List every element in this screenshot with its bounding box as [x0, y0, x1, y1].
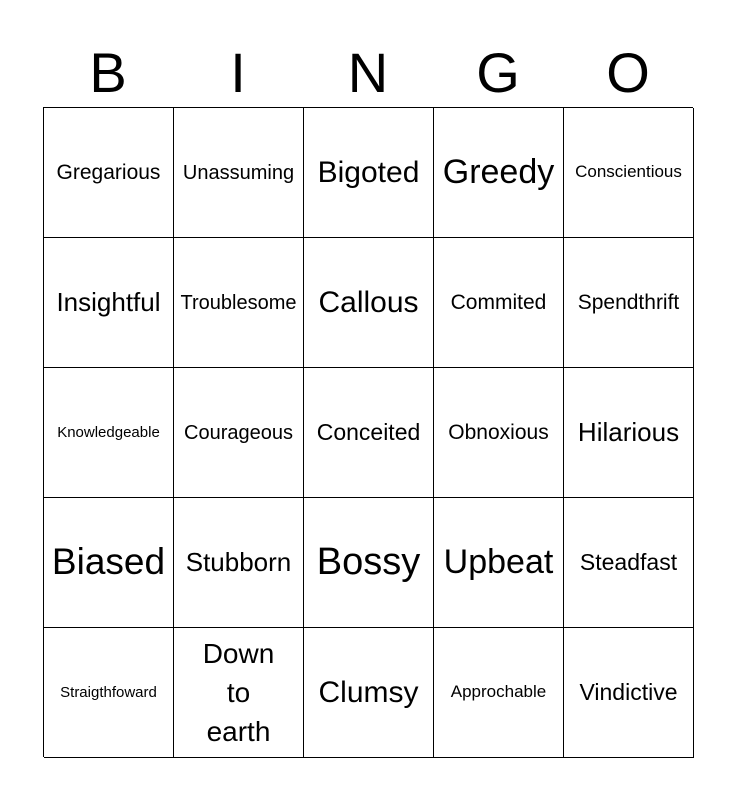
bingo-cell-label: Steadfast: [579, 548, 678, 575]
bingo-cell-label: Commited: [450, 290, 547, 314]
bingo-cell-label: Knowledgeable: [57, 423, 160, 441]
bingo-cell-label: Callous: [318, 285, 419, 319]
bingo-cell[interactable]: [564, 368, 694, 498]
bingo-cell[interactable]: [44, 498, 174, 628]
bingo-cell-label: Conscientious: [575, 162, 682, 182]
bingo-header: [43, 40, 693, 106]
bingo-cell-label: Spendthrift: [577, 290, 680, 314]
bingo-cell-label: Vindictive: [579, 678, 678, 705]
bingo-cell[interactable]: [174, 628, 304, 758]
bingo-cell[interactable]: [564, 238, 694, 368]
header-letter-g: G: [476, 41, 520, 104]
bingo-cell[interactable]: [174, 498, 304, 628]
bingo-cell-label: Stubborn: [185, 546, 292, 577]
bingo-cell[interactable]: [564, 108, 694, 238]
bingo-cell-label: Insightful: [56, 286, 161, 317]
bingo-cell[interactable]: [304, 628, 434, 758]
bingo-cell[interactable]: [304, 368, 434, 498]
header-letter-i: I: [230, 41, 246, 104]
header-letter-o: O: [606, 41, 650, 104]
header-letter-b: B: [89, 41, 127, 104]
bingo-cell-label: Hilarious: [577, 416, 680, 447]
bingo-cell[interactable]: [434, 368, 564, 498]
bingo-cell[interactable]: [564, 628, 694, 758]
bingo-cell[interactable]: [174, 238, 304, 368]
bingo-cell-label: Greedy: [442, 153, 555, 192]
bingo-cell-label: Courageous: [184, 421, 293, 444]
bingo-cell[interactable]: [44, 238, 174, 368]
bingo-cell[interactable]: [174, 108, 304, 238]
bingo-cell[interactable]: [174, 368, 304, 498]
bingo-cell-label: Approchable: [450, 682, 547, 702]
bingo-cell[interactable]: [44, 368, 174, 498]
bingo-cell-label: Obnoxious: [448, 420, 549, 444]
bingo-cell-label: Down to earth: [202, 637, 275, 748]
bingo-cell[interactable]: [434, 498, 564, 628]
bingo-cell[interactable]: [44, 108, 174, 238]
bingo-cell[interactable]: [304, 108, 434, 238]
bingo-cell-label: Biased: [51, 541, 166, 583]
bingo-cell[interactable]: [44, 628, 174, 758]
bingo-cell-label: Straigthfoward: [60, 683, 157, 701]
bingo-cell[interactable]: [564, 498, 694, 628]
bingo-cell-label: Gregarious: [56, 160, 161, 184]
bingo-cell[interactable]: [434, 108, 564, 238]
bingo-cell-label: Conceited: [316, 418, 421, 445]
bingo-cell-label: Unassuming: [182, 161, 295, 184]
bingo-cell[interactable]: [304, 498, 434, 628]
bingo-cell[interactable]: [434, 628, 564, 758]
bingo-cell-label: Bigoted: [317, 155, 420, 189]
bingo-cell-label: Upbeat: [443, 543, 554, 582]
header-letter-n: N: [347, 41, 389, 104]
bingo-cell-label: Clumsy: [318, 675, 419, 709]
bingo-cell-label: Bossy: [316, 540, 421, 583]
bingo-cell[interactable]: [434, 238, 564, 368]
bingo-cell-label: Troublesome: [180, 291, 297, 314]
bingo-cell[interactable]: [304, 238, 434, 368]
bingo-card-grid: [43, 107, 693, 757]
